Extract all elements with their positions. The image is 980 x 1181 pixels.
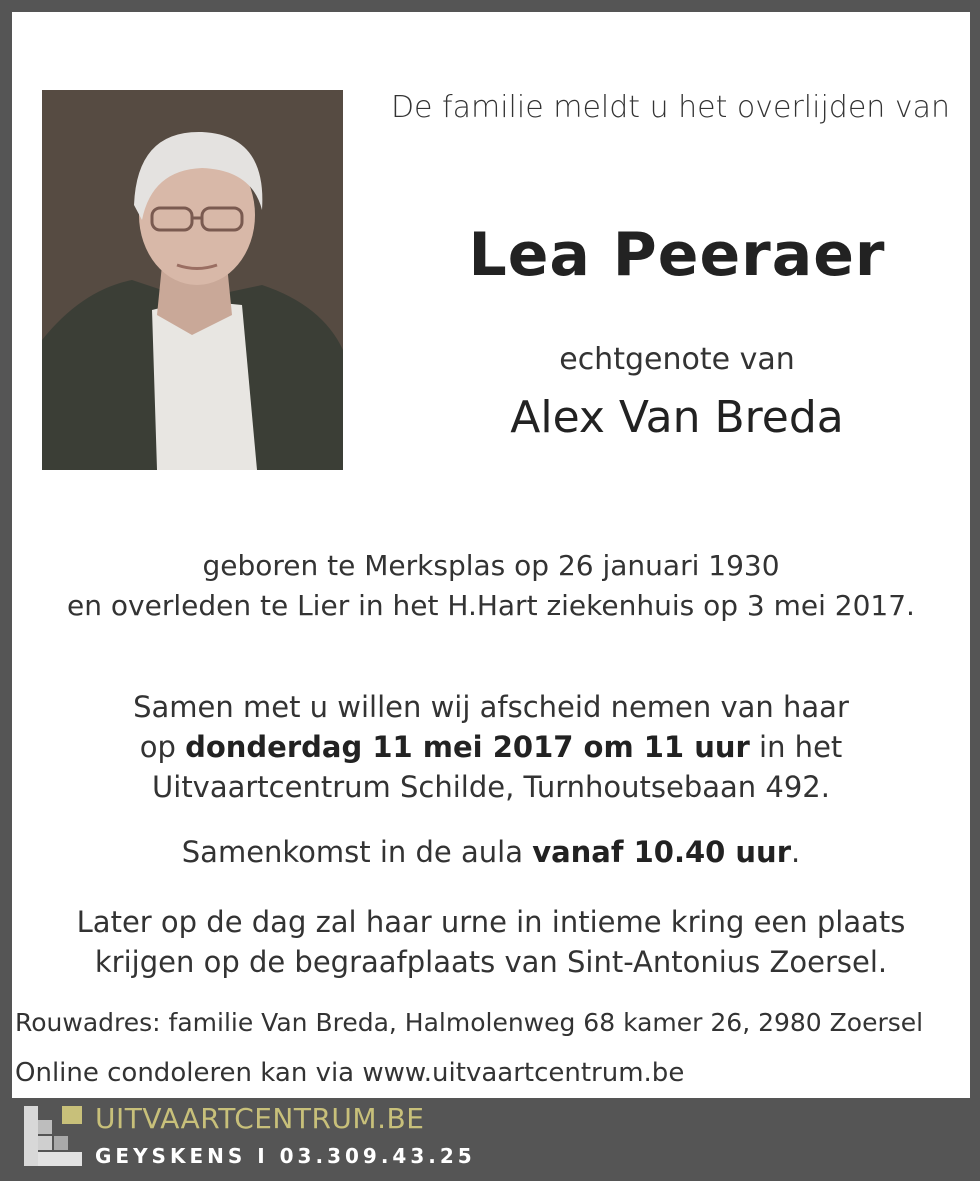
meeting-time: vanaf 10.40 uur — [532, 835, 792, 869]
uitvaartcentrum-logo-icon — [24, 1106, 82, 1166]
brand-name: UITVAARTCENTRUM.BE — [95, 1102, 425, 1135]
service-line-2 — [12, 727, 970, 767]
brand-tagline: GEYSKENS I 03.309.43.25 — [95, 1144, 476, 1168]
spouse-name: Alex Van Breda — [510, 392, 844, 443]
service-line-2-post: in het — [749, 730, 843, 764]
meeting-paragraph — [12, 832, 970, 872]
urn-line-1: Later op de dag zal haar urne in intieme kring een plaats — [76, 905, 906, 939]
service-line-3: Uitvaartcentrum Schilde, Turnhoutsebaan 492. — [152, 770, 830, 804]
mourning-address: Rouwadres: familie Van Breda, Halmolenweg 68 kamer 26, 2980 Zoersel — [15, 1008, 924, 1037]
birth-line-1: geboren te Merksplas op 26 januari 1930 — [202, 549, 780, 582]
spouse-label: echtgenote van — [559, 342, 795, 377]
service-paragraph — [12, 687, 970, 807]
service-line-1: Samen met u willen wij afscheid nemen van haar — [133, 690, 849, 724]
footer-bar — [0, 1098, 980, 1181]
intro-text: De familie meldt u het overlijden van — [390, 90, 950, 125]
online-condolence: Online condoleren kan via www.uitvaartcentrum.be — [15, 1058, 685, 1088]
deceased-name: Lea Peeraer — [468, 220, 886, 290]
service-datetime: donderdag 11 mei 2017 om 11 uur — [185, 730, 750, 764]
service-line-2-pre: op — [139, 730, 186, 764]
meeting-post: . — [791, 835, 801, 869]
birth-line-2: en overleden te Lier in het H.Hart ziekenhuis op 3 mei 2017. — [67, 589, 915, 622]
urn-paragraph — [12, 902, 970, 982]
urn-line-2: krijgen op de begraafplaats van Sint-Antonius Zoersel. — [94, 945, 888, 979]
obituary-card — [12, 12, 970, 1098]
portrait-photo — [42, 90, 343, 470]
meeting-pre: Samenkomst in de aula — [181, 835, 533, 869]
birth-paragraph — [12, 546, 970, 626]
